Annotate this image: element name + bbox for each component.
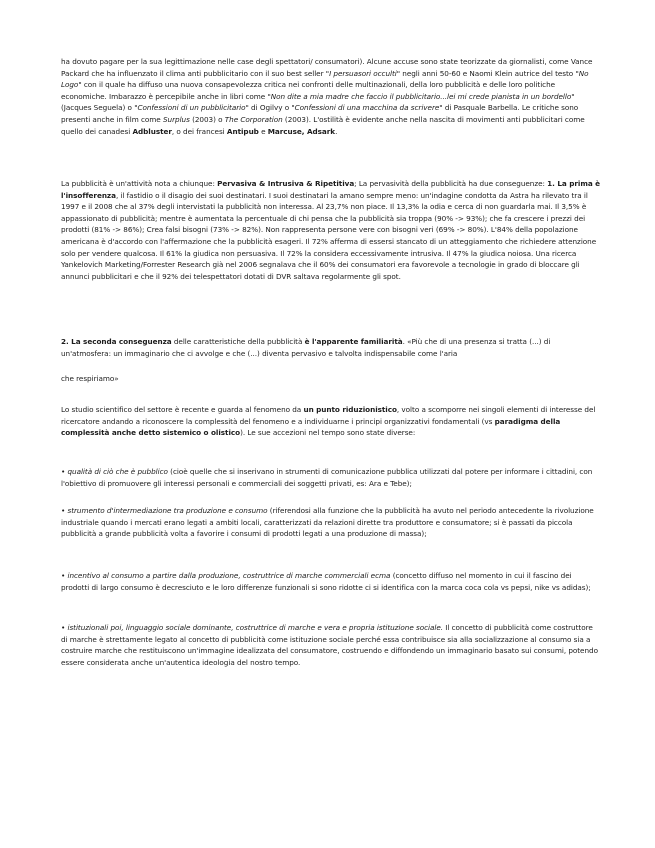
text: . «Più che di una presenza si tratta (...) di un'atmosfera: un immaginario che ci avvolge e che (...) diventa pervasivo e talvolta indispensabile come l'aria: [61, 337, 551, 358]
item-title: • qualità di ciò che è pubblico: [61, 467, 168, 476]
emphasis: 1. La prima è l'insofferenza: [61, 179, 601, 200]
list-item: [61, 622, 601, 668]
text: (cioè quelle che si inserivano in strumenti di comunicazione pubblica utilizzati dal potere per informare i cittadini, con l'obiettivo di promuovere gli interessi personali e commerciali dei soggetti privati, es: Ara e Tebe);: [61, 467, 593, 488]
text: Il concetto di pubblicità come costruttore di marche è strettamente legato al concetto di pubblicità come istituzione sociale perché essa contribuisce sia alla socializzazione al consumo sia a costruire marche che restituiscono un'immagine idealizzata del consumatore, costruendo e diffondendo un immaginario basato sui consumi, potendo essere considerata anche un'autentica ideologia del nostro tempo.: [61, 623, 598, 667]
text: (2003). L'ostilità è evidente anche nella nascita di movimenti anti pubblicitari come quello dei canadesi: [61, 114, 585, 136]
text: , o dei francesi: [171, 126, 227, 136]
book-title: "Non dite a mia madre che faccio il pubblicitario...lei mi crede pianista in un bordello": [267, 91, 575, 101]
text: negli anni 50-60 e Naomi Klein autrice del testo: [400, 68, 576, 78]
text: (2003) o: [189, 114, 225, 124]
film-title: The Corporation: [224, 114, 283, 124]
item-title: • istituzionali poi, linguaggio sociale dominante, costruttrice di marche e vera e propria istituzione sociale.: [61, 623, 444, 632]
paragraph-critics: [61, 56, 601, 137]
emphasis: un punto riduzionistico: [303, 405, 397, 414]
text: (concetto diffuso nel momento in cui il fascino dei prodotti di largo consumo è decresciuto e le loro differenze funzionali si sono ridotte ci si identifica con la marca coca cola vs pepsi, nike vs adidas);: [61, 571, 591, 592]
book-title: "No Logo": [61, 68, 589, 90]
emphasis: è l'apparente familiarità: [304, 337, 403, 346]
text: e: [258, 126, 268, 136]
text: (riferendosi alla funzione che la pubblicità ha avuto nel periodo antecedente la rivoluzione industriale quando i mercati erano legati a ambiti locali, caratterizzati da relazioni dirette tra produttore e consumatore; si è passati da piccola pubblicità a grande pubblicità volta a favorire i consumi di prodotti legati a una produzione di massa);: [61, 506, 594, 539]
text: ; La pervasività della pubblicità ha due conseguenze:: [354, 179, 548, 188]
film-title: Surplus: [162, 114, 190, 124]
paragraph-study: [61, 404, 601, 439]
emphasis: paradigma della complessità anche detto sistemico o olistico: [61, 416, 561, 438]
movement-name: Adbluster: [132, 126, 172, 136]
text: , il fastidio o il disagio dei suoi destinatari. I suoi destinatari la amano sempre meno: un'indagine condotta da Astra ha rilevato tra il 1997 e il 2008 che al 37% degli intervistati la pubblicità non interessa. Al 23,7% non piace. Il 13,3% la odia e cerca di non guardarla mai. Il 3,5% è appassionato di pubblicità; mentre è aumentata la percentuale di chi pensa che la pubblicità sia troppa (90% -> 93%); che fa crescere i prezzi dei prodotti (81% -> 86%); Crea falsi bisogni (73% -> 82%). Non rappresenta persone vere con bisogni veri (69% -> 80%). L'84% della popolazione americana è d'accordo con l'affermazione che la pubblicità esageri. Il 72% afferma di essersi stancato di un atteggiamento che richiedere attenzione solo per vendere qualcosa. Il 61% la giudica non persuasiva. Il 72% la considera eccessivamente intrusiva. Il 47% la giudica noiosa. Una ricerca Yankelovich Marketing/Forrester Research già nel 2006 segnalava che il 60% dei consumatori era favorevole a tecnologie in grado di bloccare gli annunci pubblicitari e che il 92% dei telespettatori dotati di DVR saltava regolarmente gli spot.: [61, 190, 597, 281]
book-title: "Confessioni di una macchina da scrivere": [291, 103, 443, 113]
movement-name: Marcuse, Adsark: [267, 126, 336, 136]
text: , volto a scomporre nei singoli elementi di interesse del ricercatore andando a riconoscere la complessità del fenomeno e a individuarne i principi organizzativi fondamentali (vs: [61, 405, 596, 426]
paragraph-pervasiveness: [61, 178, 601, 282]
emphasis: 2. La seconda conseguenza: [61, 337, 172, 346]
item-title: • incentivo al consumo a partire dalla produzione, costruttrice di marche commerciali ecma: [61, 571, 391, 580]
item-title: • strumento d'intermediazione tra produzione e consumo: [61, 506, 268, 515]
list-item: [61, 505, 601, 540]
list-item: [61, 570, 601, 593]
text: con il quale ha diffuso una nuova consapevolezza critica nei confronti delle multinazionali, della loro pubblicità e delle loro politiche economiche. Imbarazzo è percepibile anche in libri come: [61, 80, 556, 101]
list-item: [61, 466, 601, 489]
text: che respiriamo»: [61, 374, 119, 383]
movement-name: Antipub: [226, 126, 259, 136]
text: di Pasquale Barbella. Le critiche sono presenti anche in film come: [61, 103, 579, 124]
text: .: [335, 126, 338, 136]
emphasis: Pervasiva & Intrusiva & Ripetitiva: [217, 179, 355, 188]
text: di Ogilvy o: [248, 103, 292, 113]
text: Lo studio scientifico del settore è recente e guarda al fenomeno da: [61, 405, 304, 414]
book-title: "Confessioni di un pubblicitario": [134, 103, 249, 113]
text: La pubblicità è un'attività nota a chiunque:: [61, 179, 218, 188]
text: delle caratteristiche della pubblicità: [171, 337, 305, 346]
paragraph-familiarity-end: [61, 373, 601, 385]
text: ha dovuto pagare per la sua legittimazione nelle case degli spettatori/ consumatori). Alcune accuse sono state teorizzate da giornalisti, come Vance Packard che ha influenzato il clima anti pubblicitario con il suo best seller: [61, 57, 593, 78]
book-title: "I persuasori occulti": [325, 68, 401, 78]
text: (Jacques Seguela) o: [61, 103, 135, 113]
text: ). Le sue accezioni nel tempo sono state diverse:: [240, 428, 416, 438]
paragraph-familiarity: [61, 336, 601, 359]
